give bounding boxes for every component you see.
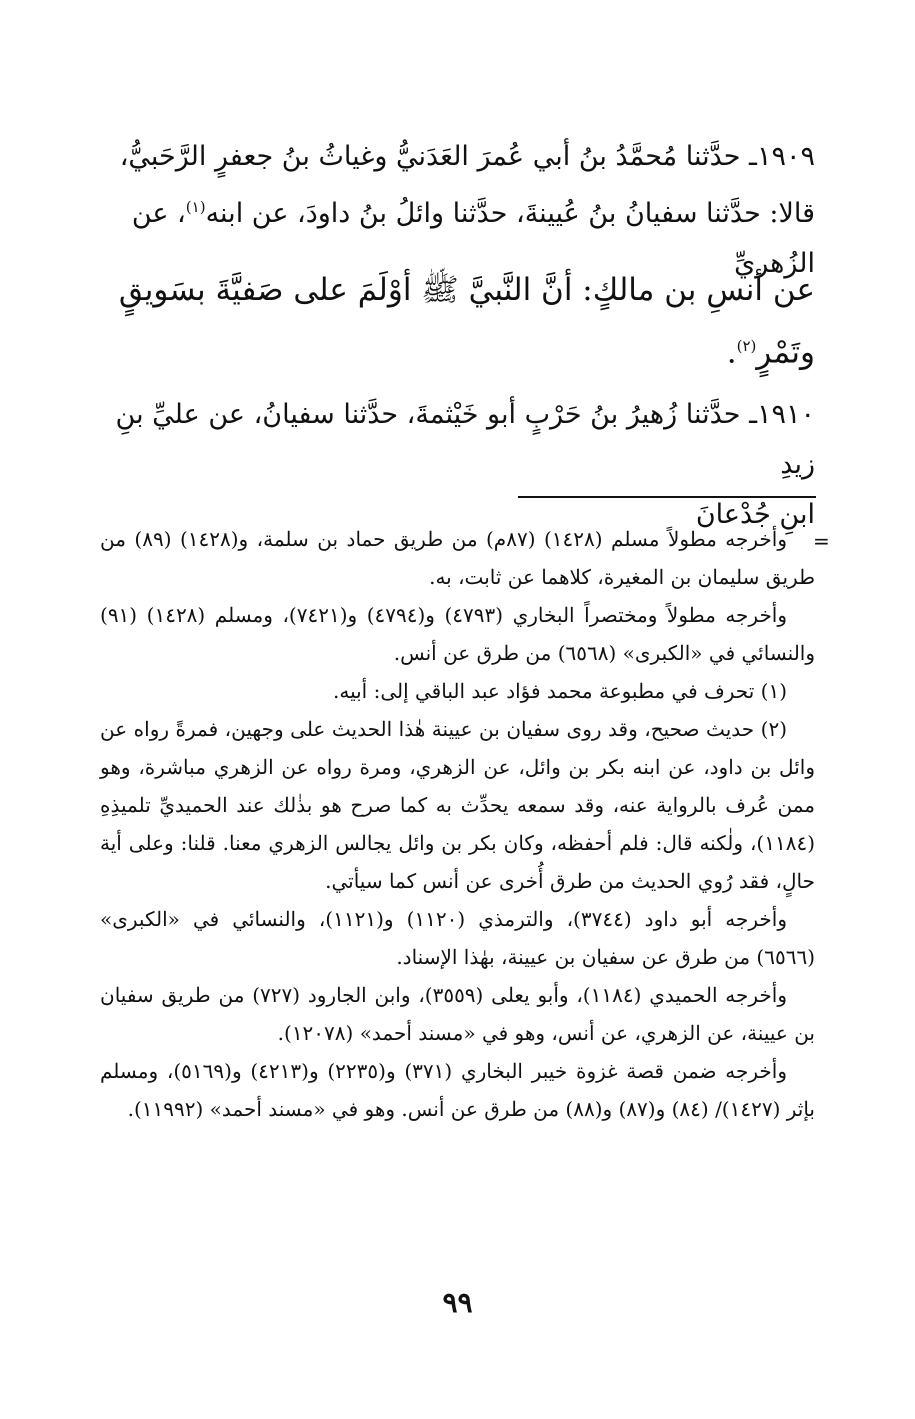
hadith-1909-matn-line1: عن أنسِ بن مالكٍ: أنَّ النَّبيَّ ﷺ أوْلَمَ على صَفيَّةَ بسَويقٍ: [118, 272, 815, 308]
footnote-ref-1: (١): [185, 198, 206, 216]
page-number: ٩٩: [442, 1286, 473, 1319]
footnote-paragraph-5: وأخرجه أبو داود (٣٧٤٤)، والترمذي (١١٢٠) و(١١٢١)، والنسائي في «الكبرى» (٦٥٦٦) من طرق عن سفيان بن عيينة، بهٰذا الإسناد.: [100, 907, 815, 969]
footnote-ref-2: (٢): [736, 337, 757, 355]
hadith-1909-matn-line2: [100, 318, 815, 380]
footnote-1: (١) تحرف في مطبوعة محمد فؤاد عبد الباقي إلى: أبيه.: [332, 679, 787, 703]
hadith-1909-line2-text: قالا: حدَّثنا سفيانُ بنُ عُيينةَ، حدَّثنا وائلُ بنُ داودَ، عن ابنه: [205, 198, 815, 229]
footnotes-block: [100, 520, 815, 1128]
hadith-1909-matn-end: .: [726, 334, 737, 371]
continuation-mark: =: [813, 529, 830, 553]
footnote-2: (٢) حديث صحيح، وقد روى سفيان بن عيينة هٰذا الحديث على وجهين، فمرةً رواه عن وائل بن داود، عن ابنه بكر بن وائل، عن الزهري، ومرة رواه عن الزهري مباشرة، وهو ممن عُرف بالرواية عنه، وقد سمعه يحدِّث به كما صرح هو بذٰلك عند الحميديِّ تلميذِهِ (١١٨٤)، ولٰكنه قال: فلم أحفظه، وكان بكر بن وائل يجالس الزهري معنا. قلنا: وعلى أية حالٍ، فقد رُوي الحديث من طرق أُخرى عن أنس كما سيأتي.: [100, 717, 815, 893]
footnote-paragraph-1: وأخرجه مطولاً مسلم (١٤٢٨) (٨٧م) من طريق حماد بن سلمة، و(١٤٢٨) (٨٩) من طريق سليمان بن المغيرة، كلاهما عن ثابت، به.: [100, 527, 815, 589]
hadith-1909-line2-end: ، عن الزُهريِّ: [131, 198, 815, 279]
hadith-1910-line1: ١٩١٠ـ حدَّثنا زُهيرُ بنُ حَرْبٍ أبو خَيْثمةَ، حدَّثنا سفيانُ، عن عليِّ بنِ زيدِ: [115, 399, 815, 480]
footnote-separator: [518, 496, 816, 498]
hadith-1909-matn-line2-text: وتَمْرٍ: [756, 334, 815, 371]
footnote-paragraph-2: وأخرجه مطولاً ومختصراً البخاري (٤٧٩٣) و(٤٧٩٤) و(٧٤٢١)، ومسلم (١٤٢٨) (٩١) والنسائي في «الكبرى» (٦٥٦٨) من طرق عن أنس.: [100, 603, 815, 665]
hadith-1909-matn: [100, 262, 815, 380]
hadith-1910-line2: ابنِ جُدْعانَ: [695, 499, 815, 530]
footnote-paragraph-7: وأخرجه ضمن قصة غزوة خيبر البخاري (٣٧١) و(٢٢٣٥) و(٤٢١٣) و(٥١٦٩)، ومسلم بإثر (١٤٢٧)/ (٨٤) و(٨٧) و(٨٨) من طرق عن أنس. وهو في «مسند أحمد» (١١٩٩٢).: [100, 1059, 815, 1121]
hadith-1910-isnad: [100, 390, 815, 540]
footnote-paragraph-6: وأخرجه الحميدي (١١٨٤)، وأبو يعلى (٣٥٥٩)، وابن الجارود (٧٢٧) من طريق سفيان بن عيينة، عن الزهري، عن أنس، وهو في «مسند أحمد» (١٢٠٧٨).: [100, 983, 815, 1045]
hadith-1909-line1: ١٩٠٩ـ حدَّثنا مُحمَّدُ بنُ أبي عُمرَ العَدَنيُّ وغياثُ بنُ جعفرٍ الرَّحَبيُّ،: [119, 141, 815, 172]
